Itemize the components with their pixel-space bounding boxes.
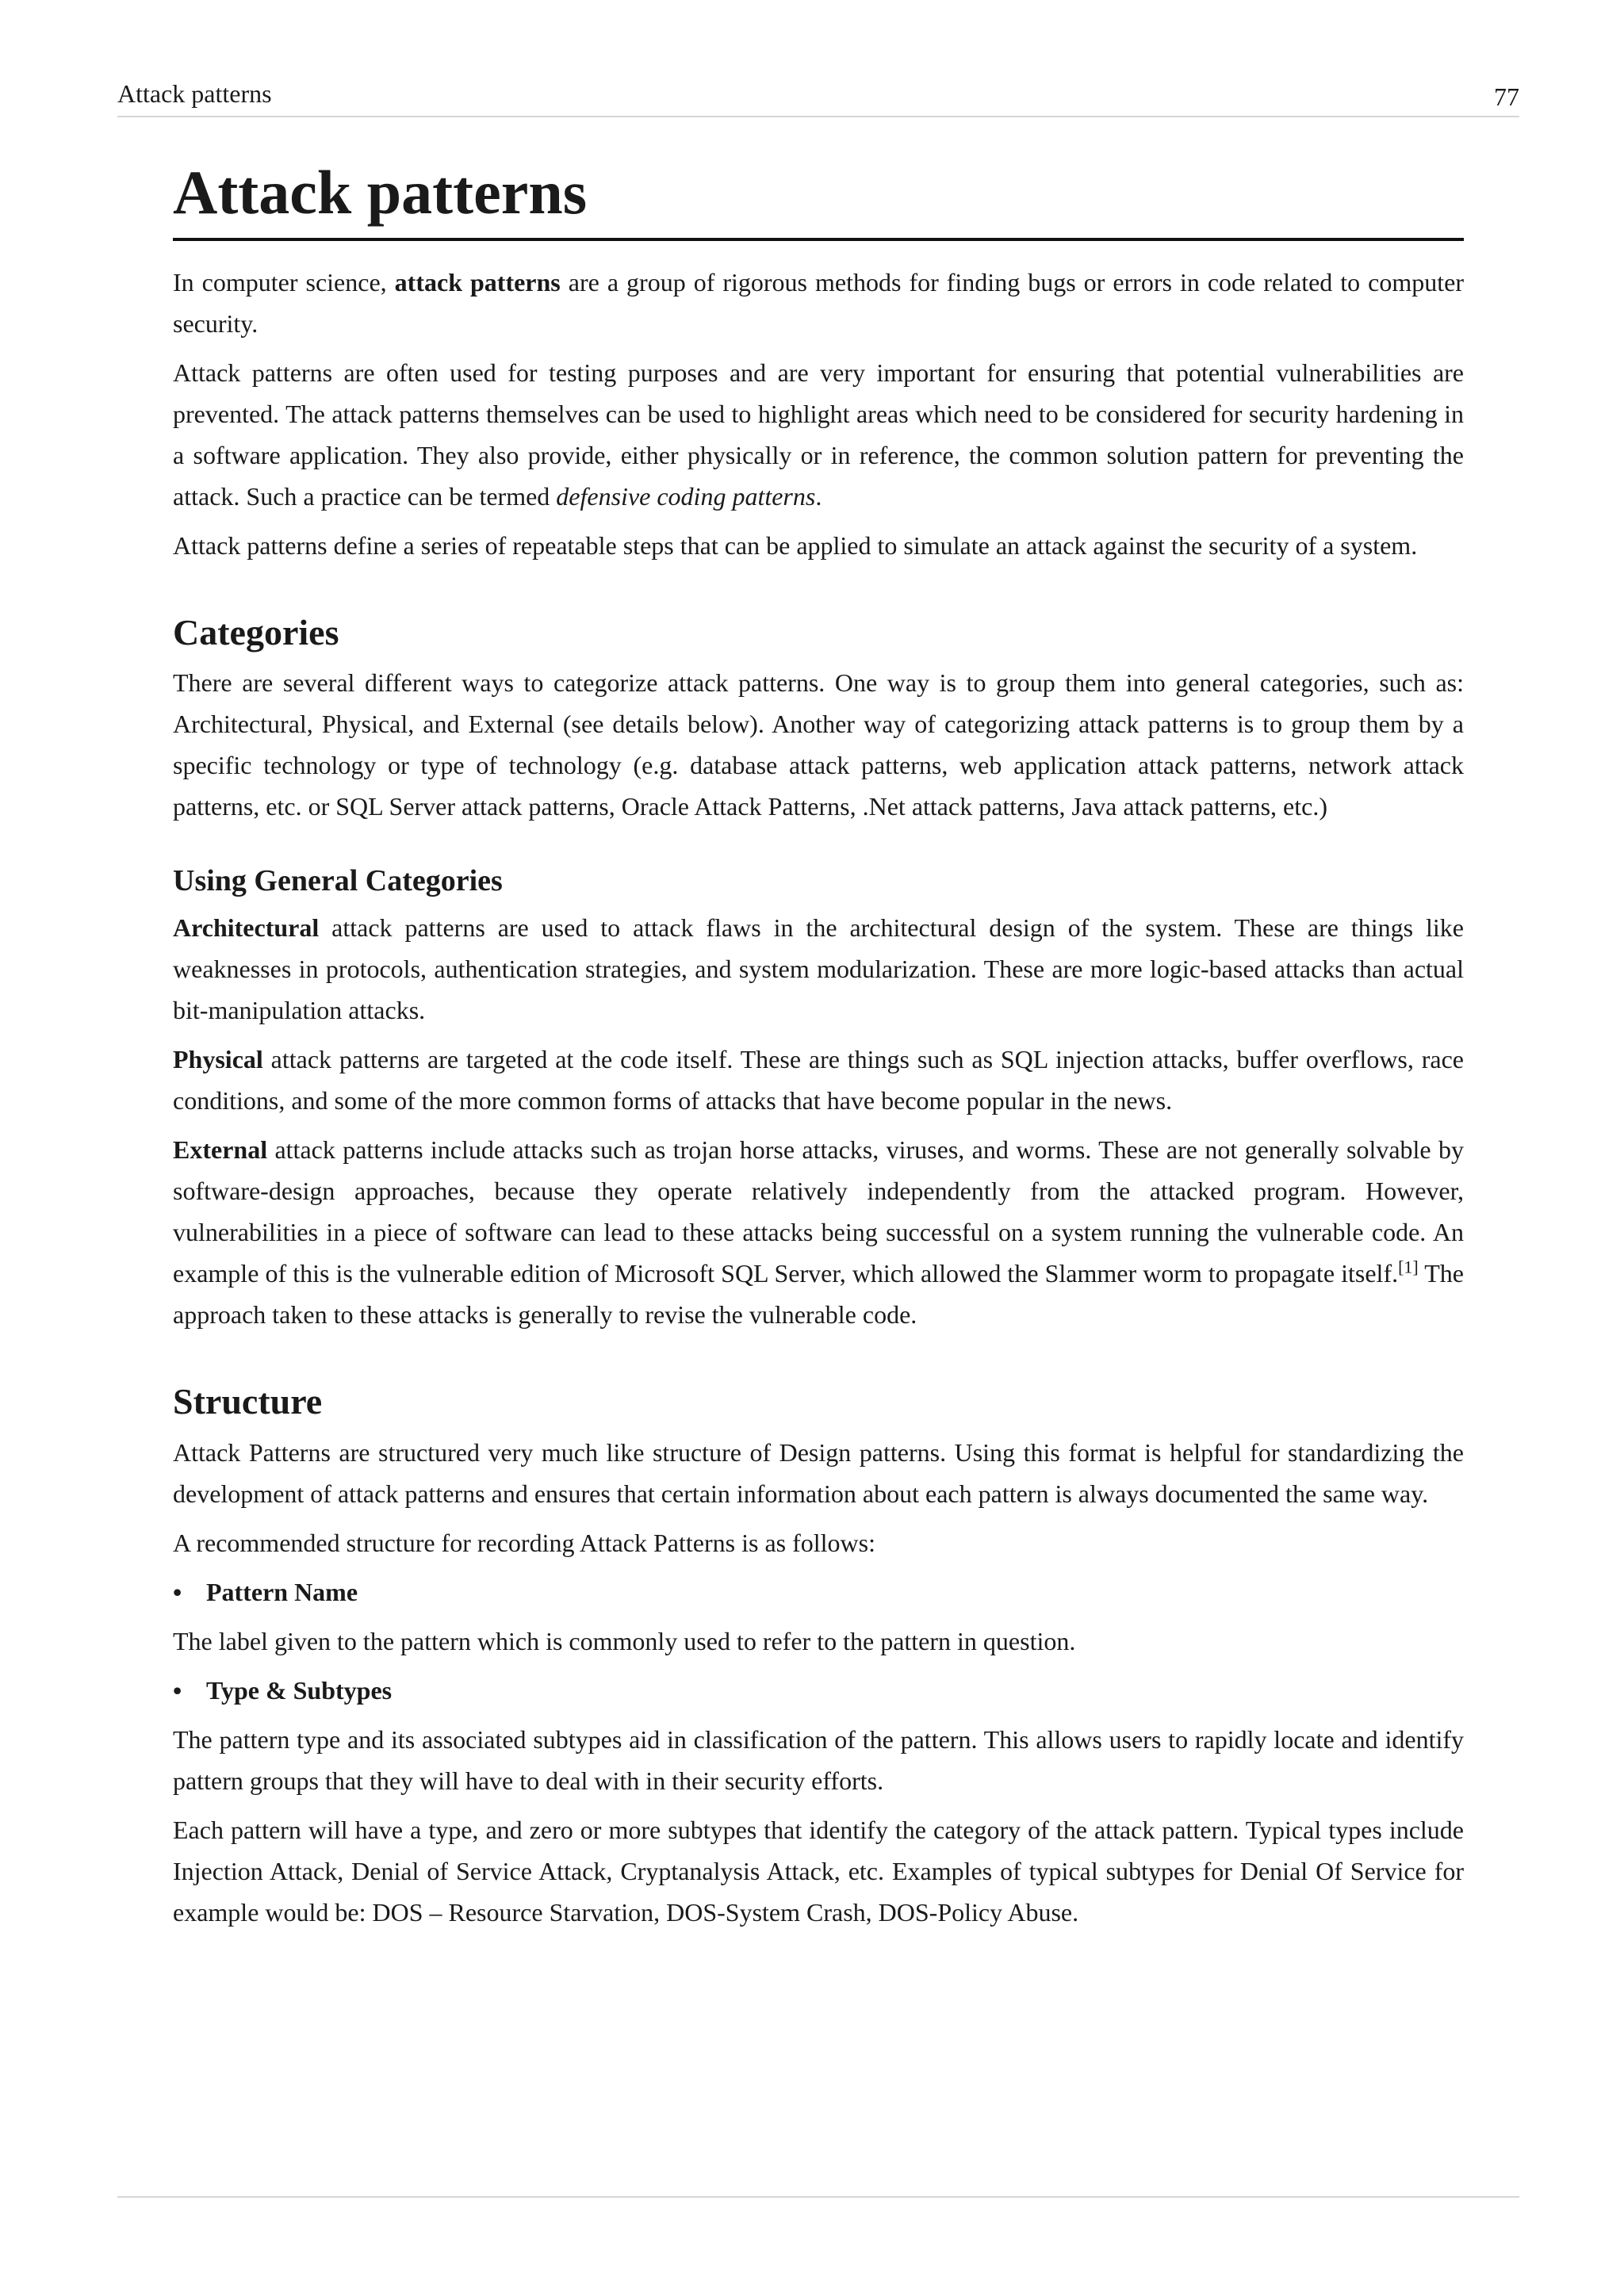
reference-link[interactable]: [1] (1398, 1257, 1419, 1277)
intro-paragraph-3: Attack patterns define a series of repeatable steps that can be applied to simulate an attack against the security of a system. (173, 530, 1418, 560)
article-title: Attack patterns (173, 155, 1464, 241)
intro-paragraph-1: In computer science, attack patterns are a group of rigorous methods for finding bugs or errors in code related to computer security. (173, 267, 1465, 338)
list-item-type-subtypes: • Type & Subtypes (173, 1670, 1464, 1711)
article-body (173, 155, 1464, 1941)
type-subtypes-examples: Each pattern will have a type, and zero or more subtypes that identify the category of the attack pattern. Typical types include Injection Attack, Denial of Service Attack, Cryptanalysis Attack, etc. Examples of typical subtypes for Denial Of Service for example would be: DOS – Resource Starvation, DOS-System Crash, DOS-Policy Abuse. (173, 1815, 1464, 1927)
footer-divider (117, 2196, 1519, 2198)
intro-paragraph-2: Attack patterns are often used for testing purposes and are very important for ensuring that potential vulnerabilities are prevented. The attack patterns themselves can be used to highlight areas which need to be considered for security hardening in a software application. They also provide, either physically or in reference, the common solution pattern for preventing the attack. Such a practice can be termed defensive coding patterns. (173, 358, 1464, 511)
section-heading-categories: Categories (173, 611, 339, 652)
type-subtypes-description: The pattern type and its associated subtypes aid in classification of the pattern. This allows users to rapidly locate and identify pattern groups that they will have to deal with in their security efforts. (173, 1724, 1464, 1795)
list-item-pattern-name: • Pattern Name (173, 1571, 1464, 1613)
architectural-paragraph: Architectural attack patterns are used to attack flaws in the architectural design of the system. These are things like weaknesses in protocols, authentication strategies, and system modularization. These are more logic-based attacks than actual bit-manipulation attacks. (173, 913, 1464, 1025)
running-title: Attack patterns (117, 79, 272, 108)
bullet-icon: • (173, 1675, 182, 1705)
pattern-name-description: The label given to the pattern which is commonly used to refer to the pattern in question. (173, 1626, 1076, 1655)
physical-paragraph: Physical attack patterns are targeted at the code itself. These are things such as SQL injection attacks, buffer overflows, race conditions, and some of the more common forms of attacks that have become popular in the news. (173, 1045, 1464, 1115)
term-defensive-coding-patterns: defensive coding patterns (556, 481, 816, 511)
external-paragraph: External attack patterns include attacks such as trojan horse attacks, viruses, and worms. These are not generally solvable by software-design approaches, because they operate relatively independently from the attacked program. However, vulnerabilities in a piece of software can lead to these attacks being successful on a system running the vulnerable code. An example of this is the vulnerable edition of Microsoft SQL Server, which allowed the Slammer worm to propagate itself.[1] The approach taken to these attacks is generally to revise the vulnerable code. (173, 1135, 1465, 1330)
subsection-heading-general-categories: Using General Categories (173, 863, 503, 897)
bullet-icon: • (173, 1577, 182, 1606)
page-number: 77 (1494, 82, 1519, 111)
categories-paragraph: There are several different ways to categorize attack patterns. One way is to group them into general categories, such as: Architectural, Physical, and External (see details below). Another way of categorizing attack patterns is to group them by a specific technology or type of technology (e.g. database attack patterns, web application attack patterns, network attack patterns, etc. or SQL Server attack patterns, Oracle Attack Patterns, .Net attack patterns, Java attack patterns, etc.) (173, 668, 1464, 821)
structure-paragraph-2: A recommended structure for recording Attack Patterns is as follows: (173, 1528, 875, 1557)
section-heading-structure: Structure (173, 1381, 323, 1422)
term-attack-patterns: attack patterns (394, 267, 561, 297)
structure-paragraph-1: Attack Patterns are structured very much like structure of Design patterns. Using this format is helpful for standardizing the development of attack patterns and ensures that certain information about each pattern is always documented the same way. (173, 1437, 1464, 1508)
running-header (117, 79, 1519, 117)
